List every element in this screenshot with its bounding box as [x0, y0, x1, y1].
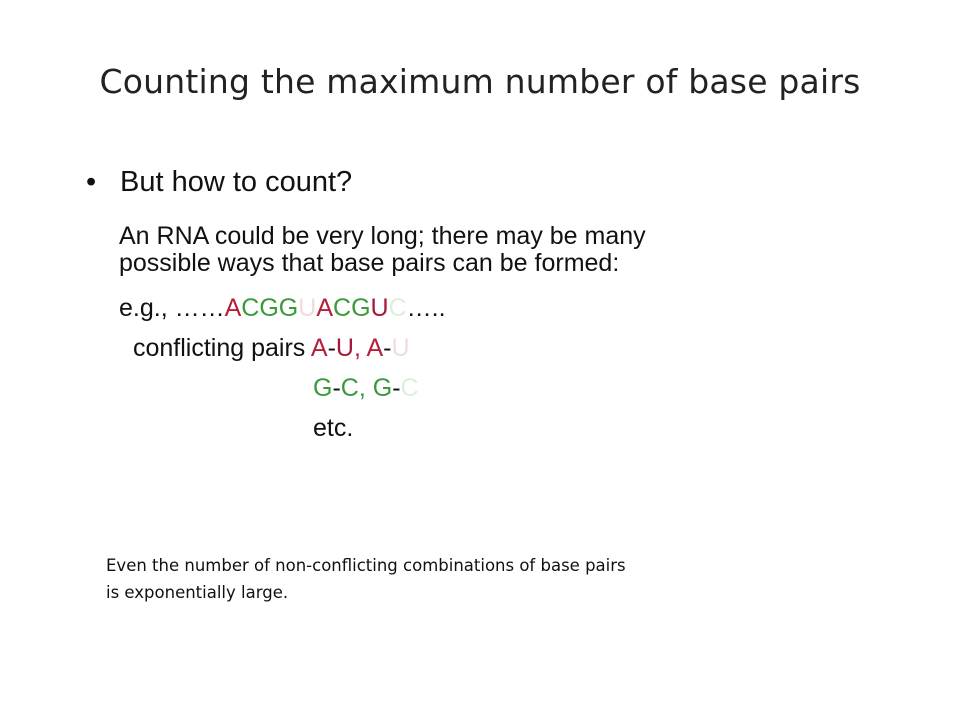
conflicting-pairs-line: [133, 334, 410, 363]
rna-sequence: [225, 294, 407, 322]
conflicting-pairs-gc-line: [313, 374, 419, 403]
footnote-line-2: is exponentially large.: [106, 583, 289, 602]
etc-line: etc.: [313, 414, 354, 442]
nucleotide: C: [241, 294, 260, 322]
nucleotide: A: [316, 294, 333, 322]
pair-token: U: [391, 334, 410, 362]
pair-token: U: [335, 334, 354, 362]
nucleotide: U: [370, 294, 389, 322]
pair-token: A: [366, 334, 384, 362]
pair-token: -: [392, 374, 401, 402]
footnote: [106, 552, 626, 606]
pair-token: C: [400, 374, 419, 402]
pair-token: G: [372, 374, 393, 402]
nucleotide: A: [224, 294, 242, 322]
nucleotide: U: [298, 294, 317, 322]
nucleotide: C: [388, 294, 407, 322]
pair-token: ,: [353, 334, 367, 362]
paragraph-line-1: An RNA could be very long; there may be many: [119, 222, 646, 250]
paragraph: [119, 223, 879, 277]
conflicting-pairs-label: conflicting pairs: [133, 334, 311, 362]
bullet-item: [86, 166, 352, 199]
nucleotide: G: [278, 294, 299, 322]
nucleotide: G: [351, 294, 371, 322]
footnote-line-1: Even the number of non-conflicting combinations of base pairs: [106, 556, 626, 575]
nucleotide: C: [333, 294, 352, 322]
paragraph-line-2: possible ways that base pairs can be formed:: [119, 249, 620, 277]
pair-token: G: [313, 374, 333, 402]
pair-token: -: [383, 334, 392, 362]
bullet-text: But how to count?: [120, 166, 353, 198]
bullet-dot: •: [86, 166, 97, 198]
pair-token: A: [310, 334, 328, 362]
example-sequence-line: [119, 294, 446, 323]
nucleotide: G: [259, 294, 279, 322]
slide-title: Counting the maximum number of base pairs: [99, 62, 861, 101]
pair-token: -: [327, 334, 336, 362]
conflicting-pairs-gc: [313, 374, 419, 402]
pair-token: C: [340, 374, 359, 402]
conflicting-pairs-au: [311, 334, 410, 362]
example-prefix: e.g., ……: [119, 294, 225, 322]
pair-token: -: [332, 374, 341, 402]
example-suffix: …..: [406, 294, 446, 322]
pair-token: ,: [358, 374, 373, 402]
